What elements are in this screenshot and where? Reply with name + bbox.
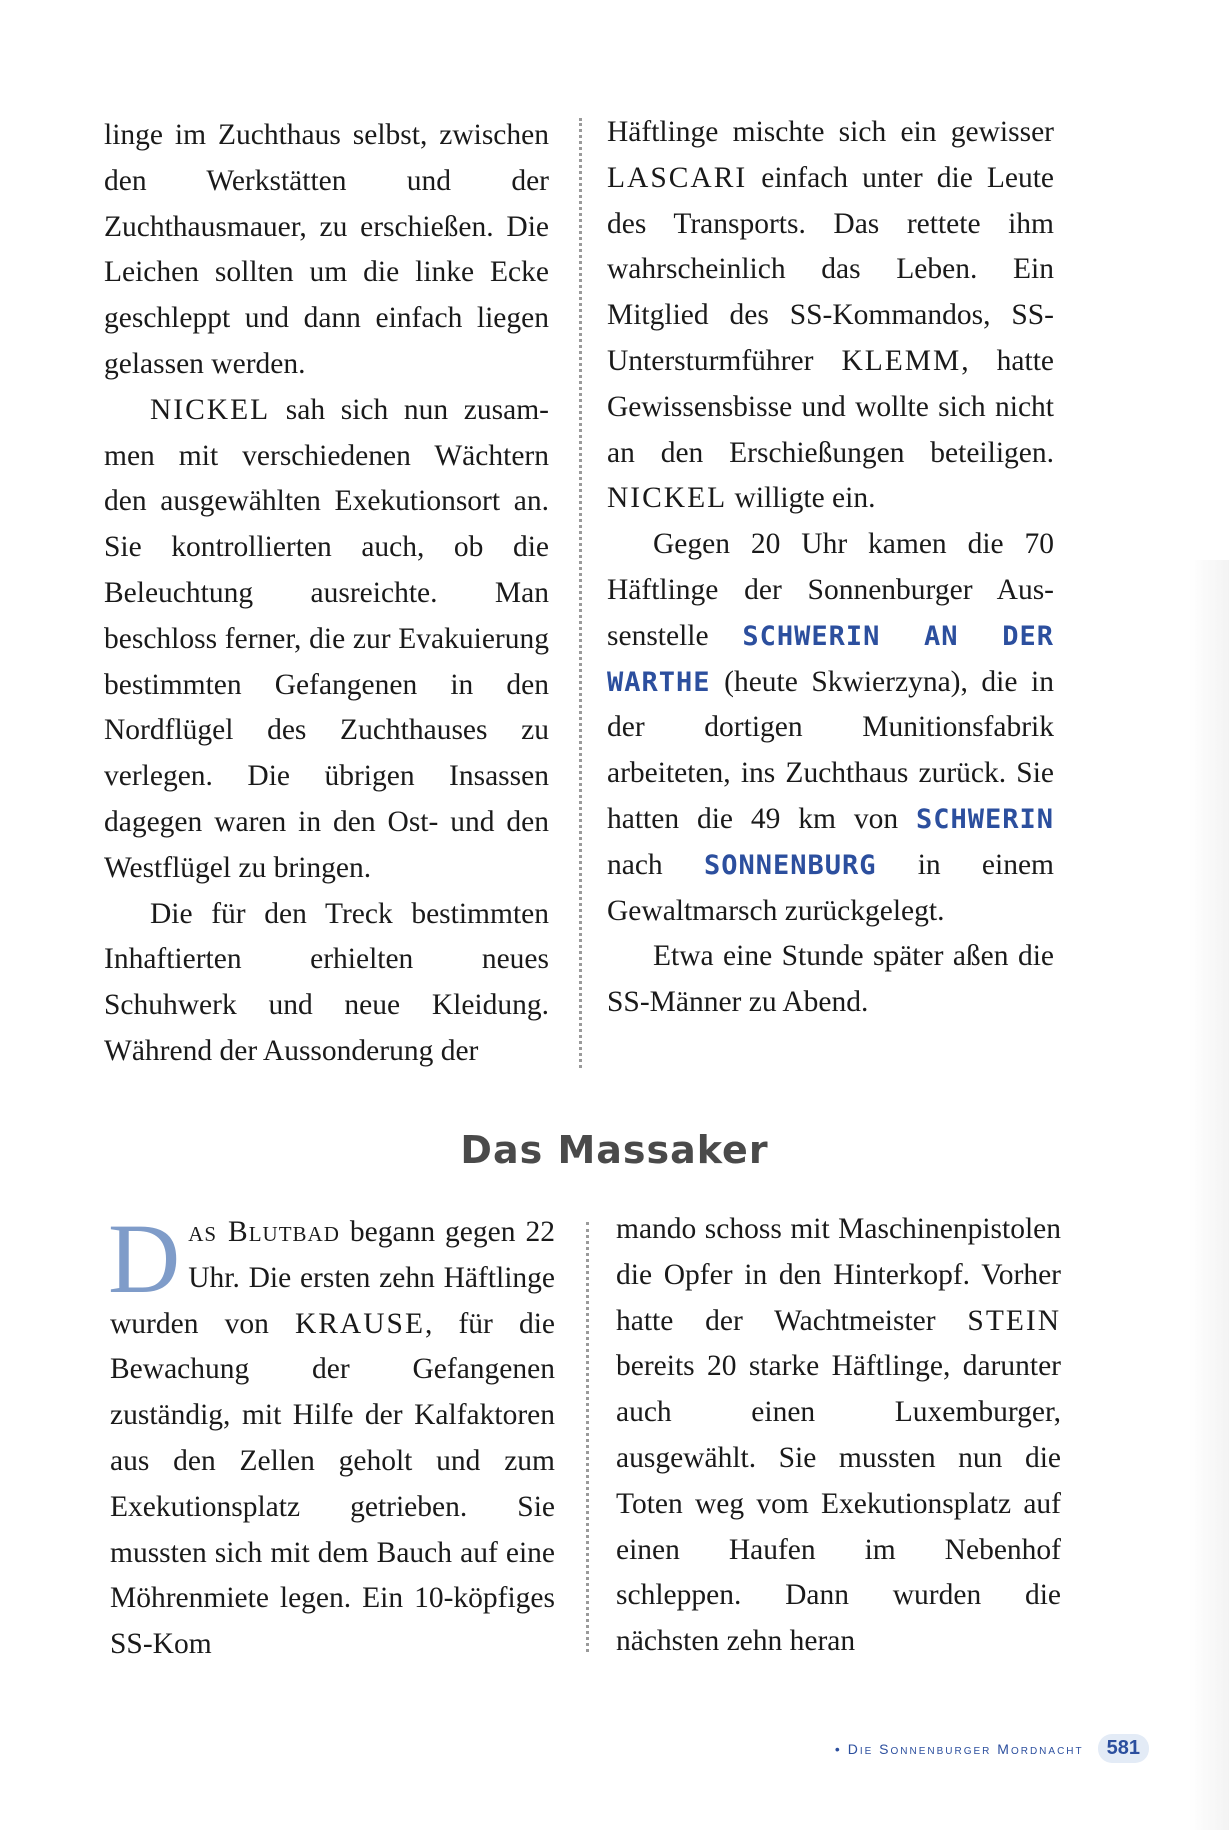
paragraph-text: bereits 20 starke Häftlinge, darunter auch einen Luxemburger, ausgewählt. Sie mussten nun die Toten weg vom Exekutionsplatz auf einen Haufen im Nebenhof schleppen. Dann wurden die nächsten zehn heran — [616, 1350, 1061, 1658]
paragraph-text: nach — [607, 848, 704, 881]
paragraph — [607, 110, 1054, 522]
top-right-column — [607, 110, 1054, 1026]
bullet: • — [834, 1740, 840, 1757]
paragraph-text: willigte ein. — [727, 482, 876, 515]
person-name: STEIN — [967, 1304, 1061, 1337]
bottom-right-column — [616, 1207, 1061, 1665]
paragraph — [104, 388, 549, 892]
bottom-left-column — [108, 1203, 555, 1668]
paragraph-text: mando schoss mit Maschinenpistolen die Opfer in den Hinterkopf. Vorher hatte der Wachtmeister — [616, 1213, 1061, 1337]
paragraph-text: begann gegen 22 Uhr. Die ersten zehn Häftlinge wurden von — [110, 1216, 555, 1340]
paragraph-text: Gegen 20 Uhr kamen die 70 Häftlinge der Sonnenburger Aussenstelle — [607, 528, 1054, 652]
paragraph-text: , hatte Gewissensbisse und wollte sich nicht an den Erschießungen beteiligen. — [607, 344, 1054, 469]
paragraph-text: , für die Bewachung der Gefangenen zuständig, mit Hilfe der Kalfaktoren aus den Zellen geholt und zum Exekutionsplatz getrieben. Sie mussten sich mit dem Bauch auf eine Möhrenmiete legen. Ein 10-köpfiges SS-Kom — [110, 1307, 555, 1661]
page-footer — [835, 1734, 1149, 1763]
lead-in: as Blutbad — [188, 1216, 340, 1248]
paragraph-text: (heute Skwierzyna), die in der dortigen Munitionsfabrik arbeiteten, ins Zuchthaus zurück. Sie hatten die 49 km von — [607, 665, 1054, 835]
drop-cap: D — [108, 1203, 181, 1314]
section-heading: Das Massaker — [460, 1128, 769, 1172]
person-name: KRAUSE — [294, 1307, 425, 1340]
person-name: LASCARI — [607, 161, 748, 194]
paragraph: linge im Zuchthaus selbst, zwischen den Werkstätten und der Zuchthausmauer, zu erschießen. Die Leichen sollten um die linke Ecke geschleppt und dann einfach liegen gelassen werden. — [104, 119, 549, 380]
page-number: 581 — [1098, 1734, 1149, 1763]
paragraph-text: Häftlinge mischte sich ein gewisser — [607, 116, 1054, 148]
column-separator — [586, 1222, 589, 1652]
paragraph-text: einfach unter die Leute des Transports. Das rettete ihm wahrscheinlich das Leben. Ein Mitglied des SS-Kommandos, SS-Untersturmführer — [607, 161, 1054, 377]
person-name: KLEMM — [841, 344, 962, 377]
paragraph: Die für den Treck bestimmten Inhaftierten erhielten neues Schuhwerk und neue Kleidung. Während der Aussonderung der — [104, 897, 549, 1067]
paragraph-text: in einem Gewaltmarsch zurückgelegt. — [607, 848, 1055, 927]
place-name: SONNENBURG — [703, 849, 877, 881]
page-edge-shadow — [1189, 560, 1229, 1830]
paragraph — [108, 1203, 555, 1668]
place-name: SCHWERIN — [915, 803, 1054, 835]
person-name: NICKEL — [150, 393, 271, 426]
paragraph — [607, 522, 1054, 934]
column-separator — [579, 118, 582, 1068]
person-name: NICKEL — [607, 482, 728, 515]
paragraph-text: sah sich nun zusammen mit verschiedenen Wächtern den ausgewählten Exekutionsort an. Sie kontrollierten auch, ob die Beleuchtung ausreichte. Man beschloss ferner, die zur Evakuierung bestimmten Gefangenen in den Nordflügel des Zuchthauses zu verlegen. Die übrigen Insassen dagegen waren in den Ost- und den Westflügel zu bringen. — [104, 393, 549, 884]
paragraph: Etwa eine Stunde später aßen die SS-Männer zu Abend. — [607, 940, 1054, 1019]
place-name: SCHWERIN AN DER WARTHE — [607, 620, 1054, 698]
paragraph — [616, 1207, 1061, 1665]
top-left-column — [104, 113, 549, 1075]
running-title: Die Sonnenburger Mordnacht — [847, 1740, 1084, 1757]
